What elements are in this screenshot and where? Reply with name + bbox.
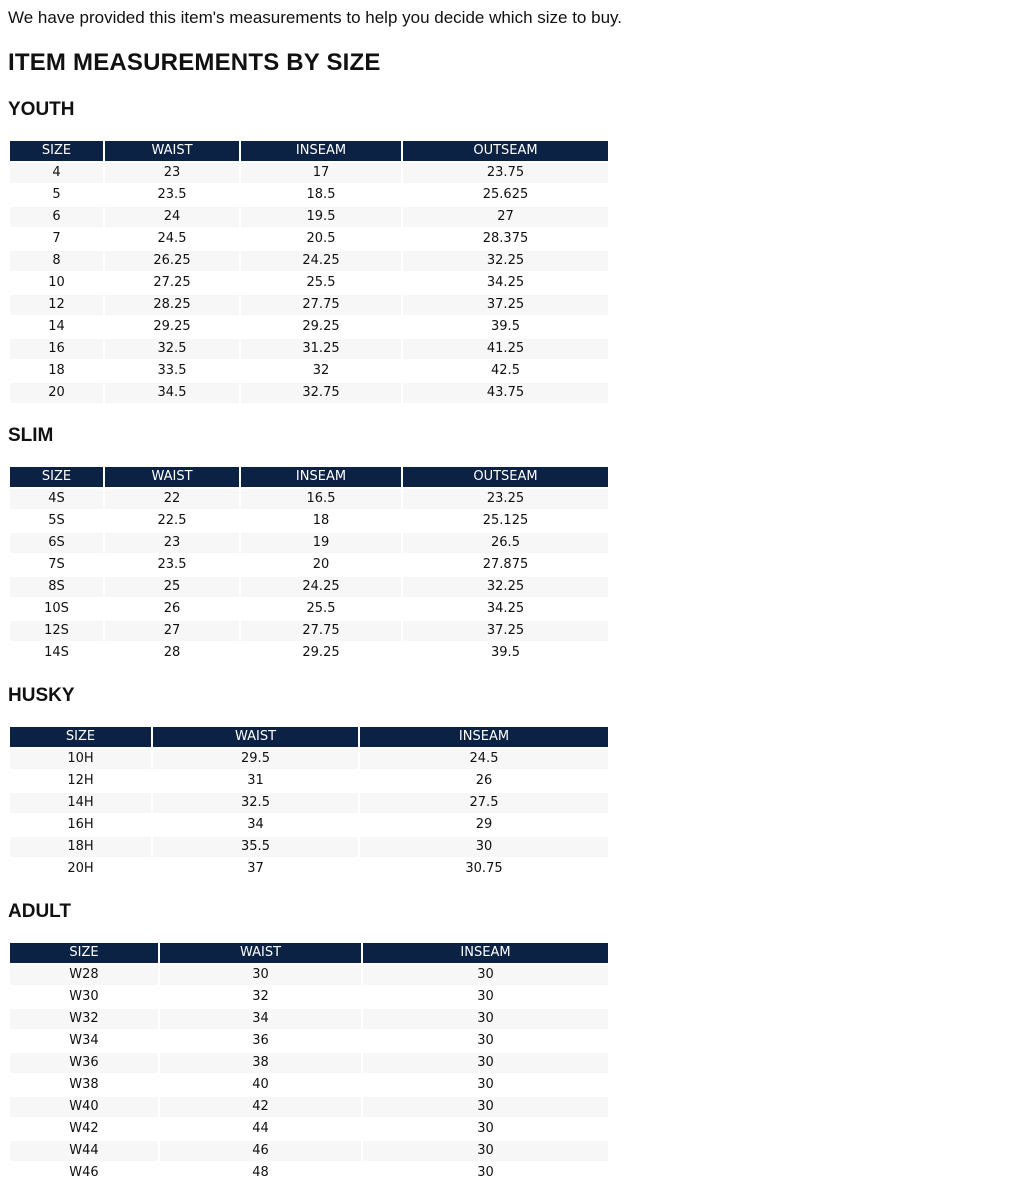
table-row [10, 965, 608, 985]
cell-inseam: 30 [363, 1031, 608, 1051]
cell-inseam: 30.75 [360, 859, 608, 879]
table-row [10, 1009, 608, 1029]
cell-inseam: 30 [363, 1009, 608, 1029]
cell-waist: 32.5 [153, 793, 358, 813]
cell-inseam: 25.5 [241, 273, 401, 293]
cell-inseam: 19.5 [241, 207, 401, 227]
cell-size: 12H [10, 771, 151, 791]
cell-waist: 34 [153, 815, 358, 835]
table-row [10, 163, 608, 183]
column-header-waist: WAIST [105, 467, 239, 487]
cell-outseam: 37.25 [403, 621, 608, 641]
cell-outseam: 39.5 [403, 643, 608, 663]
cell-waist: 38 [160, 1053, 361, 1073]
cell-outseam: 42.5 [403, 361, 608, 381]
cell-size: 8 [10, 251, 103, 271]
cell-size: W38 [10, 1075, 158, 1095]
table-header-row [10, 467, 608, 487]
table-row [10, 1053, 608, 1073]
youth-size-table [8, 139, 610, 405]
cell-inseam: 27.75 [241, 621, 401, 641]
cell-outseam: 39.5 [403, 317, 608, 337]
cell-waist: 27.25 [105, 273, 239, 293]
cell-outseam: 26.5 [403, 533, 608, 553]
cell-size: 18H [10, 837, 151, 857]
column-header-inseam: INSEAM [241, 467, 401, 487]
cell-waist: 26 [105, 599, 239, 619]
cell-waist: 29.25 [105, 317, 239, 337]
section-title-slim: SLIM [8, 425, 54, 446]
table-row [10, 793, 608, 813]
cell-waist: 23.5 [105, 185, 239, 205]
cell-inseam: 29 [360, 815, 608, 835]
cell-outseam: 34.25 [403, 273, 608, 293]
section-title-husky: HUSKY [8, 685, 75, 706]
cell-waist: 28 [105, 643, 239, 663]
table-row [10, 383, 608, 403]
cell-size: 10 [10, 273, 103, 293]
cell-inseam: 18.5 [241, 185, 401, 205]
table-row [10, 555, 608, 575]
table-row [10, 229, 608, 249]
cell-waist: 31 [153, 771, 358, 791]
table-header-row [10, 141, 608, 161]
cell-outseam: 25.125 [403, 511, 608, 531]
cell-waist: 23 [105, 163, 239, 183]
cell-inseam: 27.5 [360, 793, 608, 813]
table-row [10, 1075, 608, 1095]
column-header-inseam: INSEAM [363, 943, 608, 963]
cell-inseam: 30 [363, 965, 608, 985]
table-row [10, 643, 608, 663]
cell-inseam: 24.5 [360, 749, 608, 769]
cell-waist: 42 [160, 1097, 361, 1117]
table-row [10, 1141, 608, 1161]
column-header-size: SIZE [10, 943, 158, 963]
cell-size: 12S [10, 621, 103, 641]
cell-waist: 30 [160, 965, 361, 985]
cell-inseam: 32 [241, 361, 401, 381]
table-row [10, 1119, 608, 1139]
table-header-row [10, 943, 608, 963]
cell-size: 6 [10, 207, 103, 227]
cell-inseam: 27.75 [241, 295, 401, 315]
cell-size: W40 [10, 1097, 158, 1117]
cell-waist: 34.5 [105, 383, 239, 403]
cell-waist: 36 [160, 1031, 361, 1051]
cell-inseam: 30 [363, 1053, 608, 1073]
table-row [10, 987, 608, 1007]
cell-outseam: 27 [403, 207, 608, 227]
table-row [10, 339, 608, 359]
cell-waist: 44 [160, 1119, 361, 1139]
cell-size: 7 [10, 229, 103, 249]
cell-outseam: 23.25 [403, 489, 608, 509]
cell-waist: 24.5 [105, 229, 239, 249]
cell-waist: 22.5 [105, 511, 239, 531]
table-row [10, 599, 608, 619]
cell-inseam: 18 [241, 511, 401, 531]
table-row [10, 1163, 608, 1183]
cell-size: 14 [10, 317, 103, 337]
cell-waist: 28.25 [105, 295, 239, 315]
husky-size-table [8, 725, 610, 881]
cell-waist: 23 [105, 533, 239, 553]
adult-size-table [8, 941, 610, 1185]
cell-waist: 35.5 [153, 837, 358, 857]
cell-size: 18 [10, 361, 103, 381]
intro-text: We have provided this item's measurements to help you decide which size to buy. [8, 8, 622, 27]
cell-inseam: 30 [360, 837, 608, 857]
column-header-inseam: INSEAM [241, 141, 401, 161]
cell-size: 16 [10, 339, 103, 359]
cell-size: 8S [10, 577, 103, 597]
cell-waist: 40 [160, 1075, 361, 1095]
cell-size: 4S [10, 489, 103, 509]
cell-size: W32 [10, 1009, 158, 1029]
cell-inseam: 24.25 [241, 577, 401, 597]
cell-inseam: 29.25 [241, 317, 401, 337]
cell-waist: 26.25 [105, 251, 239, 271]
cell-outseam: 41.25 [403, 339, 608, 359]
table-row [10, 185, 608, 205]
table-row [10, 577, 608, 597]
table-row [10, 1031, 608, 1051]
cell-waist: 37 [153, 859, 358, 879]
cell-size: 10S [10, 599, 103, 619]
cell-outseam: 28.375 [403, 229, 608, 249]
cell-inseam: 19 [241, 533, 401, 553]
table-row [10, 511, 608, 531]
cell-size: 7S [10, 555, 103, 575]
cell-outseam: 27.875 [403, 555, 608, 575]
cell-inseam: 20 [241, 555, 401, 575]
cell-size: W28 [10, 965, 158, 985]
slim-size-table [8, 465, 610, 665]
cell-size: 6S [10, 533, 103, 553]
cell-size: 5 [10, 185, 103, 205]
cell-inseam: 16.5 [241, 489, 401, 509]
column-header-size: SIZE [10, 141, 103, 161]
table-row [10, 859, 608, 879]
table-row [10, 533, 608, 553]
cell-inseam: 30 [363, 1163, 608, 1183]
section-title-youth: YOUTH [8, 99, 75, 120]
column-header-size: SIZE [10, 467, 103, 487]
cell-outseam: 34.25 [403, 599, 608, 619]
cell-waist: 23.5 [105, 555, 239, 575]
cell-waist: 32 [160, 987, 361, 1007]
cell-inseam: 30 [363, 1119, 608, 1139]
cell-size: W34 [10, 1031, 158, 1051]
column-header-waist: WAIST [160, 943, 361, 963]
table-row [10, 273, 608, 293]
cell-size: W46 [10, 1163, 158, 1183]
cell-size: W42 [10, 1119, 158, 1139]
cell-waist: 48 [160, 1163, 361, 1183]
cell-size: 14S [10, 643, 103, 663]
cell-inseam: 29.25 [241, 643, 401, 663]
cell-inseam: 30 [363, 1141, 608, 1161]
cell-inseam: 30 [363, 1075, 608, 1095]
table-header-row [10, 727, 608, 747]
cell-waist: 33.5 [105, 361, 239, 381]
table-row [10, 489, 608, 509]
cell-size: W36 [10, 1053, 158, 1073]
cell-size: 12 [10, 295, 103, 315]
cell-size: 14H [10, 793, 151, 813]
column-header-outseam: OUTSEAM [403, 141, 608, 161]
cell-waist: 27 [105, 621, 239, 641]
cell-waist: 32.5 [105, 339, 239, 359]
table-row [10, 837, 608, 857]
cell-inseam: 31.25 [241, 339, 401, 359]
cell-size: 20 [10, 383, 103, 403]
cell-outseam: 43.75 [403, 383, 608, 403]
table-row [10, 771, 608, 791]
cell-inseam: 32.75 [241, 383, 401, 403]
cell-size: 16H [10, 815, 151, 835]
table-row [10, 361, 608, 381]
cell-waist: 22 [105, 489, 239, 509]
column-header-inseam: INSEAM [360, 727, 608, 747]
cell-size: 20H [10, 859, 151, 879]
section-title-adult: ADULT [8, 901, 71, 922]
cell-size: 10H [10, 749, 151, 769]
table-row [10, 251, 608, 271]
cell-inseam: 24.25 [241, 251, 401, 271]
column-header-waist: WAIST [105, 141, 239, 161]
page-title: ITEM MEASUREMENTS BY SIZE [8, 49, 381, 76]
cell-waist: 24 [105, 207, 239, 227]
cell-inseam: 30 [363, 1097, 608, 1117]
cell-outseam: 37.25 [403, 295, 608, 315]
table-row [10, 1097, 608, 1117]
cell-outseam: 32.25 [403, 577, 608, 597]
cell-waist: 25 [105, 577, 239, 597]
cell-outseam: 23.75 [403, 163, 608, 183]
table-row [10, 317, 608, 337]
cell-waist: 34 [160, 1009, 361, 1029]
cell-inseam: 17 [241, 163, 401, 183]
cell-outseam: 25.625 [403, 185, 608, 205]
table-row [10, 295, 608, 315]
cell-outseam: 32.25 [403, 251, 608, 271]
table-row [10, 621, 608, 641]
column-header-waist: WAIST [153, 727, 358, 747]
cell-waist: 46 [160, 1141, 361, 1161]
cell-inseam: 26 [360, 771, 608, 791]
cell-size: W30 [10, 987, 158, 1007]
column-header-outseam: OUTSEAM [403, 467, 608, 487]
cell-size: 5S [10, 511, 103, 531]
table-row [10, 207, 608, 227]
cell-inseam: 25.5 [241, 599, 401, 619]
cell-size: W44 [10, 1141, 158, 1161]
column-header-size: SIZE [10, 727, 151, 747]
cell-inseam: 20.5 [241, 229, 401, 249]
table-row [10, 749, 608, 769]
table-row [10, 815, 608, 835]
cell-waist: 29.5 [153, 749, 358, 769]
cell-inseam: 30 [363, 987, 608, 1007]
cell-size: 4 [10, 163, 103, 183]
